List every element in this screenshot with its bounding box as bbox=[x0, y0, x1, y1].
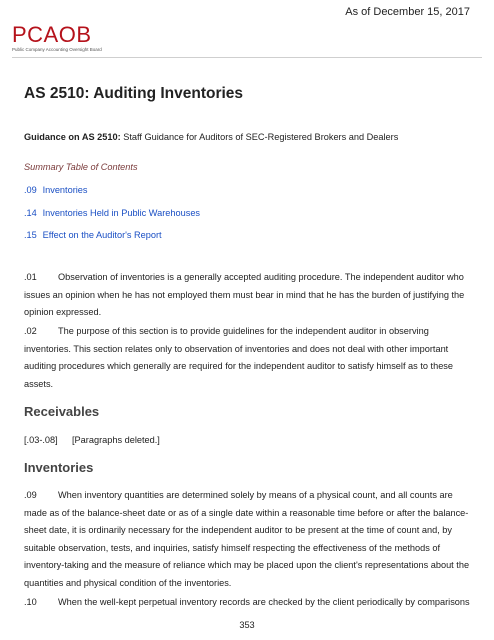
as-of-date: As of December 15, 2017 bbox=[345, 6, 470, 18]
paragraph-01 bbox=[24, 269, 470, 322]
paragraph-number: .09 bbox=[24, 490, 37, 500]
paragraph-number: .02 bbox=[24, 326, 37, 336]
paragraphs-deleted bbox=[24, 435, 160, 445]
paragraph-number: .10 bbox=[24, 597, 37, 607]
toc-link-number: .15 bbox=[24, 230, 37, 240]
section-heading-inventories: Inventories bbox=[24, 460, 94, 475]
toc-link-public-warehouses[interactable] bbox=[24, 208, 200, 218]
guidance-line bbox=[24, 132, 398, 142]
paragraph-text: When the well-kept perpetual inventory records are checked by the client periodically by comparisons bbox=[58, 597, 470, 607]
page-title: AS 2510: Auditing Inventories bbox=[24, 85, 244, 102]
logo-wordmark: PCAOB bbox=[12, 22, 92, 47]
header-divider bbox=[12, 57, 482, 58]
paragraph-number: .01 bbox=[24, 272, 37, 282]
logo-subtitle: Public Company Accounting Oversight Board bbox=[12, 47, 102, 52]
toc-link-inventories[interactable] bbox=[24, 185, 88, 195]
paragraph-09 bbox=[24, 487, 470, 592]
toc-link-auditors-report[interactable] bbox=[24, 230, 162, 240]
paragraph-02 bbox=[24, 323, 470, 393]
page-number: 353 bbox=[239, 620, 255, 630]
section-heading-receivables: Receivables bbox=[24, 404, 100, 419]
guidance-text: Staff Guidance for Auditors of SEC-Registered Brokers and Dealers bbox=[120, 132, 399, 142]
toc-link-label: Effect on the Auditor's Report bbox=[42, 230, 162, 240]
toc-link-number: .14 bbox=[24, 208, 37, 218]
toc-link-label: Inventories bbox=[42, 185, 88, 195]
paragraph-text: The purpose of this section is to provide guidelines for the independent auditor in observing inventories. This section relates only to observation of inventories and does not deal with other important auditing procedures which generally are required for the independent auditor to satisfy himself as to these assets. bbox=[24, 326, 454, 389]
paragraph-10 bbox=[24, 594, 470, 612]
toc-heading: Summary Table of Contents bbox=[24, 162, 138, 172]
toc-link-number: .09 bbox=[24, 185, 37, 195]
toc-link-label: Inventories Held in Public Warehouses bbox=[42, 208, 201, 218]
pcaob-logo bbox=[12, 24, 102, 52]
guidance-label: Guidance on AS 2510: bbox=[24, 132, 121, 142]
paragraph-text: [Paragraphs deleted.] bbox=[72, 435, 160, 445]
paragraph-text: Observation of inventories is a generally accepted auditing procedure. The independent auditor who issues an opinion when he has not employed them must bear in mind that he has the burden of justifying the opinion expressed. bbox=[24, 272, 465, 317]
paragraph-number: [.03-.08] bbox=[24, 435, 58, 445]
paragraph-text: When inventory quantities are determined solely by means of a physical count, and all counts are made as of the balance-sheet date or as of a single date within a reasonable time before or after the balance-sheet date, it is ordinarily necessary for the independent auditor to be present at the time of count and, by suitable observation, tests, and inquiries, satisfy himself respecting the effectiveness of the methods of inventory-taking and the measure of reliance which may be placed upon the client's representations about the quantities and physical condition of the inventories. bbox=[24, 490, 470, 588]
